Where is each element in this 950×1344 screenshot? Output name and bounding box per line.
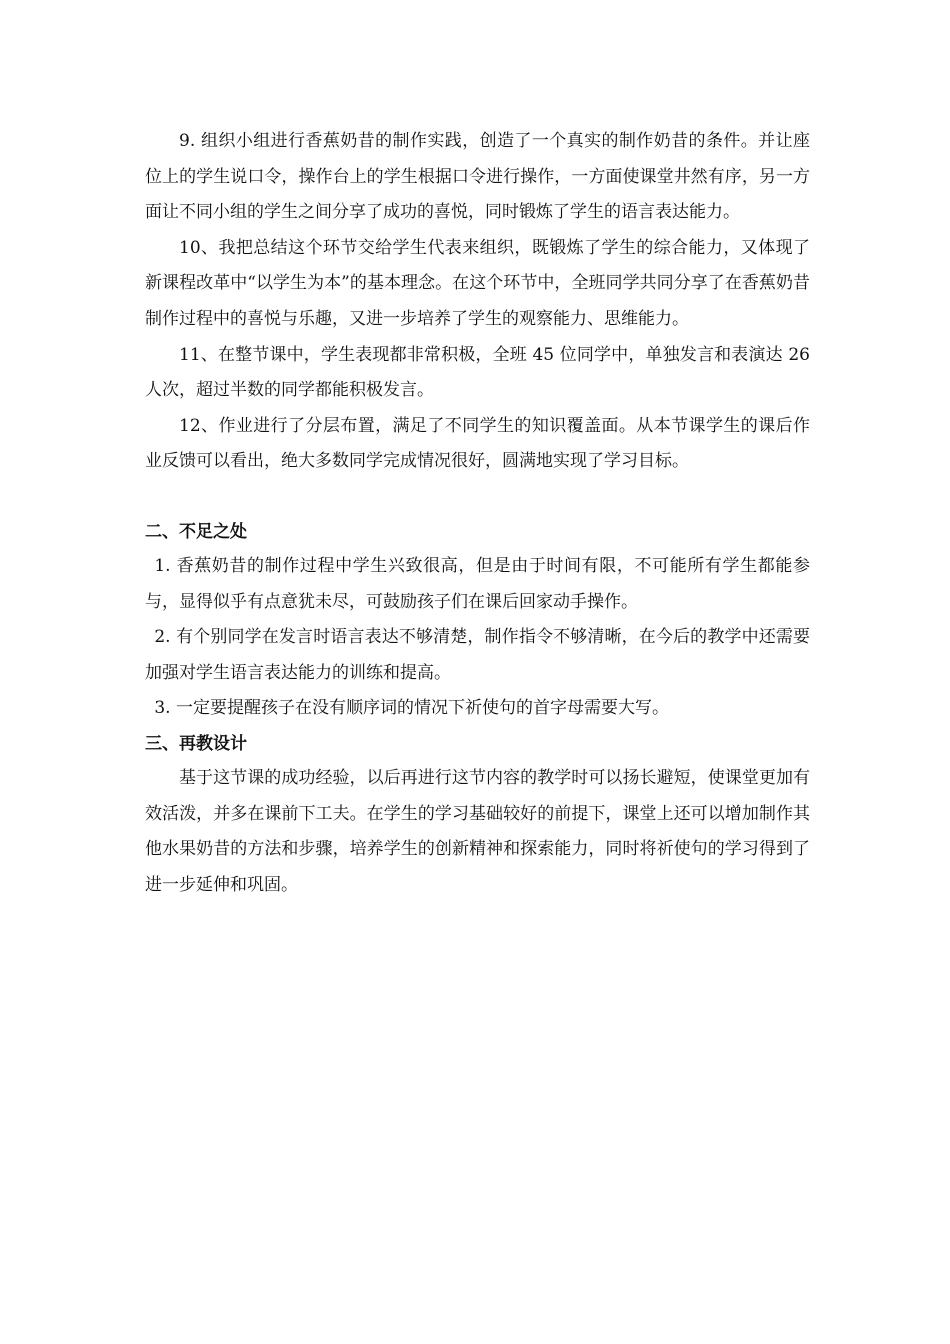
paragraph-12: 12、作业进行了分层布置，满足了不同学生的知识覆盖面。从本节课学生的课后作业反馈可以看出，绝大多数同学完成情况很好，圆满地实现了学习目标。	[145, 415, 810, 472]
shortcoming-item-1: 1. 香蕉奶昔的制作过程中学生兴致很高，但是由于时间有限，不可能所有学生都能参与，显得似乎有点意犹未尽，可鼓励孩子们在课后回家动手操作。	[145, 555, 810, 612]
paragraph-9: 9. 组织小组进行香蕉奶昔的制作实践，创造了一个真实的制作奶昔的条件。并让座位上的学生说口令，操作台上的学生根据口令进行操作，一方面使课堂井然有序，另一方面让不同小组的学生之间分享了成功的喜悦，同时锻炼了学生的语言表达能力。	[145, 131, 810, 223]
paragraph-10: 10、我把总结这个环节交给学生代表来组织，既锻炼了学生的综合能力，又体现了新课程改革中“以学生为本”的基本理念。在这个环节中，全班同学共同分享了在香蕉奶昔制作过程中的喜悦与乐趣，又进一步培养了学生的观察能力、思维能力。	[145, 237, 810, 329]
shortcoming-item-2: 2. 有个别同学在发言时语言表达不够清楚，制作指令不够清晰，在今后的教学中还需要加强对学生语言表达能力的训练和提高。	[145, 627, 810, 683]
section-heading-shortcomings: 二、不足之处	[145, 521, 247, 542]
section-heading-redesign: 三、再教设计	[145, 733, 247, 754]
shortcoming-item-3: 3. 一定要提醒孩子在没有顺序词的情况下祈使句的首字母需要大写。	[154, 698, 669, 719]
section-gap	[145, 480, 810, 515]
document-body	[145, 124, 810, 903]
paragraph-11: 11、在整节课中，学生表现都非常积极，全班 45 位同学中，单独发言和表演达 26 人次，超过半数的同学都能积极发言。	[145, 344, 810, 401]
redesign-paragraph: 基于这节课的成功经验，以后再进行这节内容的教学时可以扬长避短，使课堂更加有效活泼，并多在课前下工夫。在学生的学习基础较好的前提下，课堂上还可以增加制作其他水果奶昔的方法和步骤，培养学生的创新精神和探索能力，同时将祈使句的学习得到了进一步延伸和巩固。	[145, 767, 810, 895]
